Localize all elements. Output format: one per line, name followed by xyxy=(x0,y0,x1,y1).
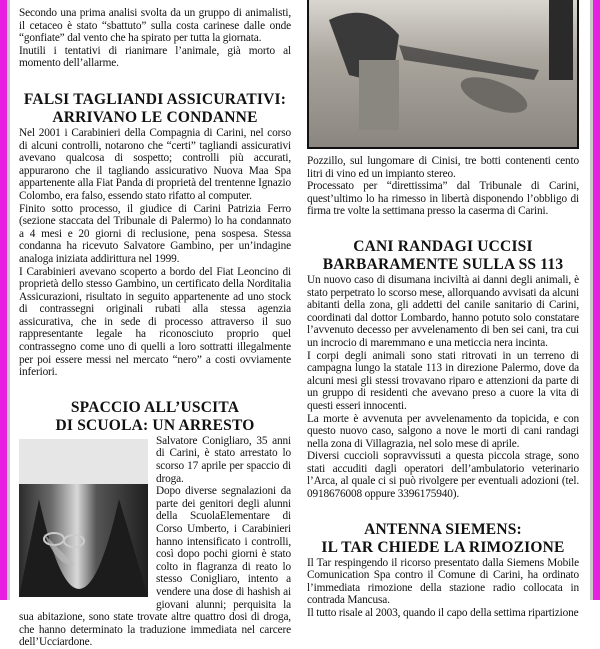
right-column xyxy=(307,0,579,620)
headline-antenna-siemens xyxy=(307,521,579,557)
headline-spaccio xyxy=(19,399,291,435)
paragraph: Nel 2001 i Carabinieri della Compagnia di Carini, nel corso di alcuni controlli, notarono che “certi” tagliandi assicurativi avevano qualcosa di sospetto; controlli più accurati, appurarono che il tagliando assicurativo Nuova Maa Spa appartenente alla Fiat Panda di proprietà del trentenne Ignazio Colombo, era falso, essendo stato rifatto al computer. xyxy=(19,126,291,202)
paragraph: Salvatore Conigliaro, 35 anni di Carini, è stato arrestato lo scorso 17 aprile per spaccio di droga. xyxy=(156,434,291,485)
paragraph: Un nuovo caso di disumana inciviltà ai danni degli animali, è stato perpetrato lo scorso mese, allorquando avvisati da alcuni abitanti della zona, gli addetti del canile sanitario di Carini, coordinati dal dottor Lombardo, hanno potuto solo constatare l’avvenuto decesso per avvelenamento di ben sei cani, tra cui un incrocio di maremmano e una meticcia nera incinta. xyxy=(307,273,579,349)
headline-falsi-tagliandi xyxy=(19,91,291,127)
paragraph: Dopo diverse segnalazioni da parte dei genitori degli alunni della ScuolaElementare di Corso Umberto, i Carabinieri hanno intensificato i controlli, così dopo pochi giorni è stato colto in flagranza di reato lo stesso Conigliaro, intento a vendere una dose di hashish ai giovani alunni; perquisita la sua abitazione, sono state trovate altre quattro dosi di droga, che hanno determinato la traduzione immediata nel carcere dell’Ucciardone. xyxy=(19,485,291,649)
headline-line: SPACCIO ALL’USCITA xyxy=(70,398,240,416)
headline-line: FALSI TAGLIANDI ASSICURATIVI: xyxy=(23,90,287,108)
headline-line: DI SCUOLA: UN ARRESTO xyxy=(55,416,255,434)
paragraph: La morte è avvenuta per avvelenamento da topicida, e con questo nuovo caso, salgono a nove le morti di cani randagi nella zona di Villagrazia, nel solo mese di aprile. xyxy=(307,412,579,450)
page-border-left xyxy=(0,0,7,600)
paragraph: I Carabinieri avevano scoperto a bordo del Fiat Leoncino di proprietà dello stesso Gambino, un certificato della Norditalia Assicurazioni, risultato in seguito appartenente ad uno stock di contrassegni originali rubati alla stessa agenzia assicurativa, che in sede di processo attraverso il suo rappresentante legale ha riconosciuto proprio quel contrassegno come uno di quelli a loro sottratti illegalmente per poi essere messi nel mercato “nero” a costi ovviamente inferiori. xyxy=(19,265,291,379)
paragraph: Finito sotto processo, il giudice di Carini Patrizia Ferro (sezione staccata del Tribunale di Palermo) lo ha condannato a 4 mesi e 20 giorni di reclusione, pena sospesa. Stessa condanna ha ricevuto Salvatore Gambino, per un’indagine analoga iniziata addirittura nel 1999. xyxy=(19,202,291,265)
paragraph: Il Tar respingendo il ricorso presentato dalla Siemens Mobile Comunication Spa contro il Comune di Carini, ha ordinato l’immediata rimozione della stazione radio collocata in contrada Mancusa. xyxy=(307,556,579,607)
handcuffs-photo xyxy=(19,439,148,597)
paragraph: Inutili i tentativi di rianimare l’animale, già morto al momento dell’allarme. xyxy=(19,44,291,70)
paragraph: Pozzillo, sul lungomare di Cinisi, tre botti contenenti cento litri di vino ed un impianto stereo. xyxy=(307,155,579,180)
headline-line: CANI RANDAGI UCCISI xyxy=(353,237,533,255)
page-border-left-shadow xyxy=(7,0,10,600)
paragraph: Diversi cuccioli sopravvissuti a questa piccola strage, sono stati accuditi dagli operatori dell’ambulatorio veterinario l’Arca, al quale ci si può rivolgere per eventuali adozioni (tel. 0918676008 oppure 3396175940). xyxy=(307,450,579,501)
headline-line: ARRIVANO LE CONDANNE xyxy=(52,108,258,126)
headline-line: BARBARAMENTE SULLA SS 113 xyxy=(322,255,564,273)
page-border-right xyxy=(593,0,600,600)
paragraph: Secondo una prima analisi svolta da un gruppo di animalisti, il cetaceo è stato “sbattuto” sulla costa carinese dalle onde “gonfiate” dal vento che ha spirato per tutta la giornata. xyxy=(19,7,291,45)
stranded-dolphin-photo xyxy=(307,0,579,149)
page-border-right-shadow xyxy=(590,0,593,600)
headline-cani-randagi xyxy=(307,238,579,274)
paragraph: Il tutto risale al 2003, quando il capo della settima ripartizione xyxy=(307,607,579,620)
left-column xyxy=(19,0,291,649)
paragraph: I corpi degli animali sono stati ritrovati in un terreno di campagna lungo la statale 113 in direzione Palermo, dove da alcuni mesi gli stessi trovavano riparo e attenzioni da parte di un gruppo di residenti che avevano preso a cuore la vita di questi esseri innocenti. xyxy=(307,349,579,412)
headline-line: ANTENNA SIEMENS: xyxy=(364,520,522,538)
paragraph: Processato per “direttissima” dal Tribunale di Carini, quest’ultimo lo ha rimesso in libertà disponendo l’obbligo di firma tre volte la settimana presso la caserma di Carini. xyxy=(307,180,579,218)
headline-line: IL TAR CHIEDE LA RIMOZIONE xyxy=(321,538,565,556)
